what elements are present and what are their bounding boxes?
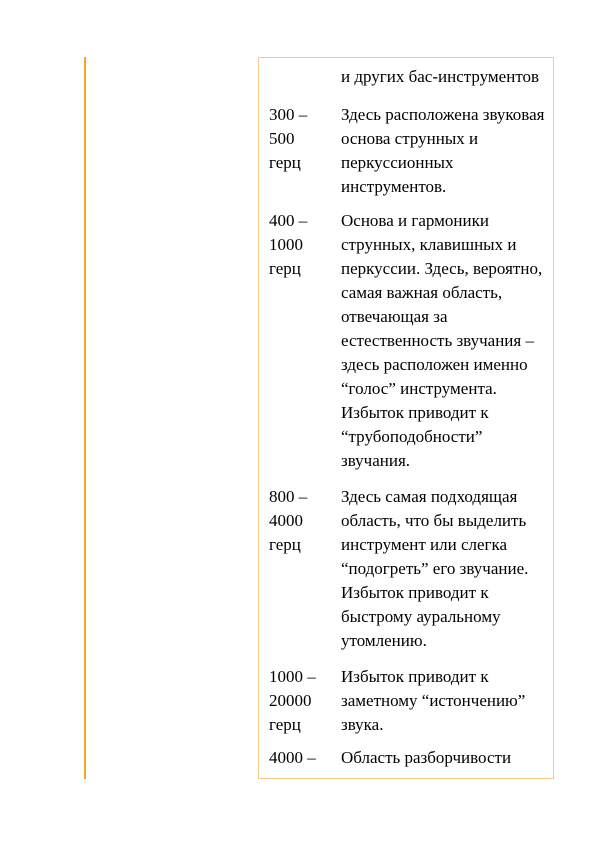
description-cell: Основа и гармоники струнных, клавишных и перкуссии. Здесь, вероятно, самая важная область, отвечающая за естественность звучания – здесь расположен именно “голос” инструмента. Избыток приводит к “трубоподобности” звучания. bbox=[341, 211, 543, 470]
description-cell: Избыток приводит к заметному “истончению” звука. bbox=[341, 667, 526, 734]
frequency-cell: 300 – 500 герц bbox=[269, 105, 308, 172]
description-cell: Здесь расположена звуковая основа струнных и перкуссионных инструментов. bbox=[341, 105, 545, 196]
frequency-cell: 400 – 1000 герц bbox=[269, 211, 308, 278]
frequency-cell: 800 – 4000 герц bbox=[269, 487, 308, 554]
left-margin-rule bbox=[84, 57, 86, 779]
frequency-cell: 1000 – 20000 герц bbox=[269, 667, 316, 734]
frequency-cell: 4000 – bbox=[269, 748, 316, 767]
description-cell: Здесь самая подходящая область, что бы выделить инструмент или слегка “подогреть” его звучание. Избыток приводит к быстрому ауральному утомлению. bbox=[341, 487, 529, 650]
description-cell: Область разборчивости bbox=[341, 748, 512, 767]
description-cell: и других бас-инструментов bbox=[341, 67, 540, 86]
frequency-table bbox=[258, 57, 554, 779]
